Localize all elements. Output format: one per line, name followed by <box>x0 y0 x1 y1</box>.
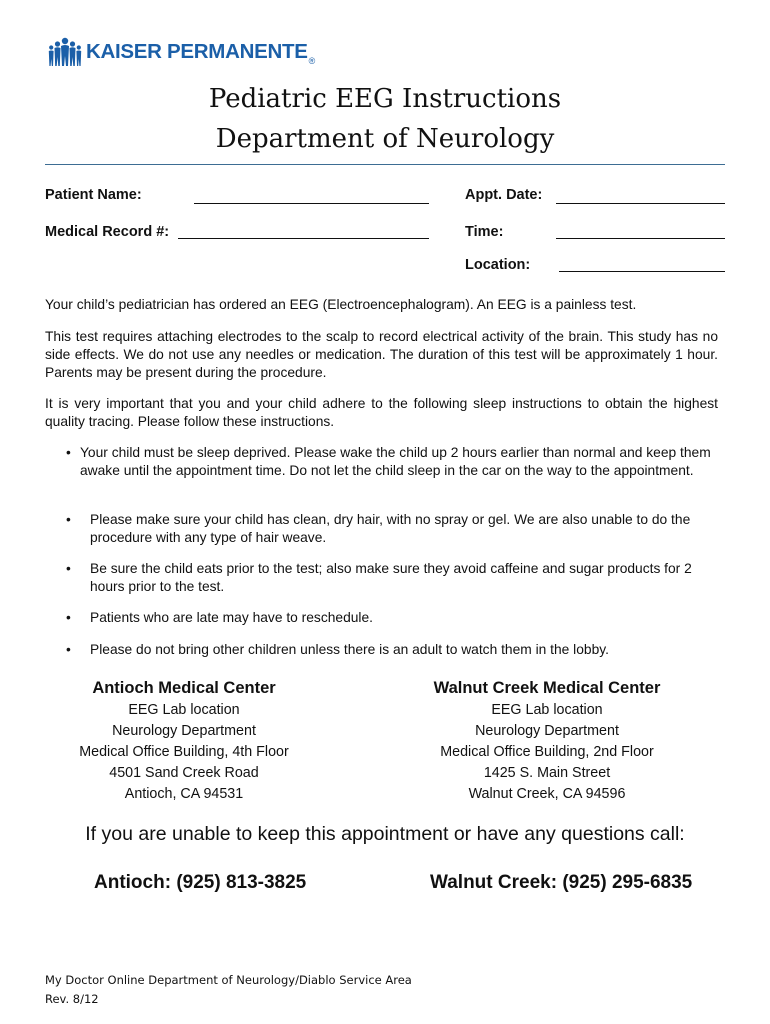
bullet-dot: • <box>66 445 71 460</box>
intro-paragraph: Your child’s pediatrician has ordered an EEG (Electroencephalogram). An EEG is a painless test. <box>45 297 637 312</box>
page-title: Pediatric EEG Instructions <box>208 84 562 114</box>
logo-text: KAISER PERMANENTE <box>86 39 308 63</box>
location-field[interactable] <box>559 271 725 272</box>
antioch-address-line: Antioch, CA 94531 <box>124 786 244 802</box>
walnut-creek-address-line: Neurology Department <box>475 723 619 739</box>
bullet-item-eat-prior: Be sure the child eats prior to the test; also make sure they avoid caffeine and sugar products for 2 hours prior to the test. <box>90 561 692 594</box>
antioch-center-name: Antioch Medical Center <box>92 679 276 697</box>
bullet-item-sleep-deprived: Your child must be sleep deprived. Please wake the child up 2 hours earlier than normal and keep them awake until the appointment time. Do not let the child sleep in the car on the way to the appointment. <box>80 445 711 478</box>
time-field[interactable] <box>556 238 725 239</box>
medical-record-field[interactable] <box>178 238 429 239</box>
footer-department: My Doctor Online Department of Neurology/Diablo Service Area <box>45 973 412 987</box>
page-subtitle: Department of Neurology <box>215 124 555 154</box>
walnut-creek-center-name: Walnut Creek Medical Center <box>433 679 661 697</box>
antioch-address-line: Medical Office Building, 4th Floor <box>79 744 289 760</box>
title-divider <box>45 164 725 165</box>
antioch-address-line: EEG Lab location <box>128 702 240 718</box>
antioch-phone: Antioch: (925) 813-3825 <box>94 872 307 893</box>
patient-name-field[interactable] <box>194 203 429 204</box>
location-label: Location: <box>465 257 531 273</box>
bullet-dot: • <box>66 512 71 527</box>
walnut-creek-address-line: EEG Lab location <box>491 702 603 718</box>
kaiser-permanente-logo <box>48 37 315 67</box>
bullet-item-late-patients: Patients who are late may have to reschedule. <box>90 610 373 625</box>
footer-revision: Rev. 8/12 <box>45 992 99 1006</box>
people-icon <box>48 37 82 67</box>
walnut-creek-phone: Walnut Creek: (925) 295-6835 <box>430 872 693 893</box>
bullet-dot: • <box>66 610 71 625</box>
bullet-item-clean-hair: Please make sure your child has clean, dry hair, with no spray or gel. We are also unable to do the procedure with any type of hair weave. <box>90 512 691 545</box>
test-description-paragraph: This test requires attaching electrodes to the scalp to record electrical activity of the brain. This study has no side effects. We do not use any needles or medication. The duration of this test will be approximately 1 hour. Parents may be present during the procedure. <box>45 329 718 380</box>
call-instructions: If you are unable to keep this appointment or have any questions call: <box>85 823 685 845</box>
walnut-creek-address-line: Medical Office Building, 2nd Floor <box>440 744 654 760</box>
antioch-address-line: Neurology Department <box>112 723 256 739</box>
walnut-creek-address-line: 1425 S. Main Street <box>483 765 611 781</box>
sleep-instructions-paragraph: It is very important that you and your child adhere to the following sleep instructions to obtain the highest quality tracing. Please follow these instructions. <box>45 396 718 429</box>
registered-mark: ® <box>308 56 316 66</box>
time-label: Time: <box>465 224 504 240</box>
bullet-dot: • <box>66 642 71 657</box>
walnut-creek-address-line: Walnut Creek, CA 94596 <box>468 786 626 802</box>
antioch-address-line: 4501 Sand Creek Road <box>109 765 259 781</box>
appt-date-field[interactable] <box>556 203 725 204</box>
appt-date-label: Appt. Date: <box>465 187 543 203</box>
bullet-dot: • <box>66 561 71 576</box>
bullet-item-other-children: Please do not bring other children unless there is an adult to watch them in the lobby. <box>90 642 609 657</box>
patient-name-label: Patient Name: <box>45 187 142 203</box>
medical-record-label: Medical Record #: <box>45 224 170 240</box>
